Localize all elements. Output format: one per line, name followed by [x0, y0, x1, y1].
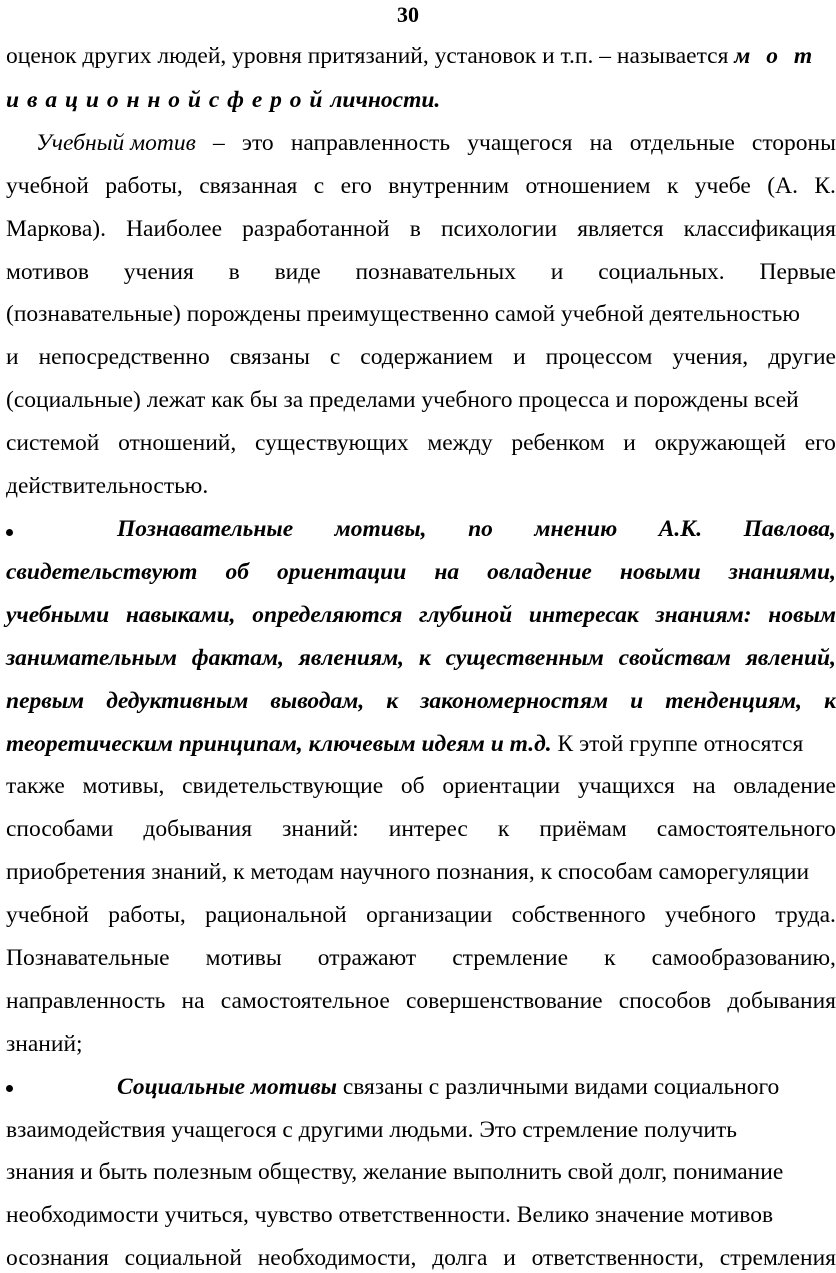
text-line [6, 257, 836, 287]
page-number: 30 [397, 2, 419, 27]
word: учащихся [577, 773, 675, 799]
word: свидетельствуют [6, 559, 198, 585]
word: и [513, 344, 526, 370]
bullet-icon [6, 529, 13, 536]
word: отражают [317, 945, 417, 971]
word: новыми [619, 559, 701, 585]
word: к [418, 645, 431, 671]
word: отдельные [629, 130, 735, 156]
term-educational-motive: Учебный мотив [36, 130, 196, 156]
word: и [550, 259, 564, 285]
text-line-emphasis [6, 600, 836, 630]
text-line [6, 428, 836, 458]
word: разработанной [242, 216, 390, 242]
word: приёмам [539, 816, 627, 842]
word: классификация [683, 216, 836, 242]
text-run: К этой группе относятся [551, 731, 804, 757]
word: также [6, 773, 65, 799]
word: определяются [252, 602, 403, 628]
word: мотивов [6, 259, 89, 285]
word: интересак [528, 602, 639, 628]
word: Павлова, [743, 516, 836, 542]
word: организации [366, 902, 493, 928]
text-line [6, 771, 836, 801]
word: совершенствование [405, 988, 603, 1014]
term-social-motives: Социальные мотивы [117, 1074, 337, 1100]
word: между [427, 430, 493, 456]
word: первым [6, 688, 85, 714]
word: К. [814, 173, 836, 199]
word: тенденциям, [665, 688, 803, 714]
word: учебной [6, 902, 89, 928]
word: связаны [229, 344, 310, 370]
word: его [340, 173, 372, 199]
word: глубиной [419, 602, 513, 628]
word: в [409, 216, 421, 242]
text-line-emphasis [6, 686, 836, 716]
word: познавательных [355, 259, 516, 285]
word: самообразованию, [651, 945, 836, 971]
word: социальных. [598, 259, 725, 285]
word: на [692, 773, 716, 799]
word: долга [432, 1245, 488, 1271]
word: социальной [124, 1245, 242, 1271]
word: мнению [534, 516, 618, 542]
word: его [804, 430, 836, 456]
word: и [623, 430, 636, 456]
word: отношением [525, 173, 651, 199]
text-line: взаимодействия учащегося с другими людьми. Это стремление получить [6, 1117, 737, 1143]
text-line-emphasis [6, 643, 836, 673]
word: явлениям, [298, 645, 405, 671]
word: мотивы, [82, 773, 165, 799]
word: учебного [664, 902, 757, 928]
word: направленность [6, 988, 166, 1014]
word: существенным [445, 645, 604, 671]
word: самостоятельное [220, 988, 390, 1014]
word: и [6, 344, 19, 370]
word: стремление [452, 945, 568, 971]
word: овладение [733, 773, 836, 799]
word: Познавательные [6, 945, 170, 971]
word: осознания [6, 1245, 109, 1271]
text-line-emphasis [6, 557, 836, 587]
word: знаниям: [655, 602, 752, 628]
word: учебе [694, 173, 751, 199]
word: интерес [388, 816, 468, 842]
word: овладение [487, 559, 592, 585]
word: работы, [108, 902, 186, 928]
word: по [468, 516, 493, 542]
word: к [666, 173, 679, 199]
word: к [604, 945, 616, 971]
text-line: приобретения знаний, к методам научного познания, к способам саморегуляции [6, 859, 810, 885]
word: внутренним [388, 173, 510, 199]
emphasis-run: теоретическим принципам, ключевым идеям и т.д. [6, 731, 552, 757]
word: окружающей [654, 430, 786, 456]
word: ответственности, [531, 1245, 704, 1271]
word: добывания [143, 816, 253, 842]
text-line: (познавательные) порождены преимущественно самой учебной деятельностью [6, 301, 800, 327]
word: с [329, 344, 341, 370]
word: Познавательные [117, 516, 294, 542]
word: об [225, 559, 249, 585]
word: мотивы, [334, 516, 427, 542]
word: (А. [767, 173, 798, 199]
word: учебными [6, 602, 110, 628]
word: ориентации [442, 773, 561, 799]
word: Маркова). [6, 216, 106, 242]
word: в [228, 259, 240, 285]
word: ребенком [511, 430, 605, 456]
word: занимательным [6, 645, 177, 671]
word: Первые [759, 259, 836, 285]
word: явлений, [745, 645, 836, 671]
word: выводам, [270, 688, 365, 714]
word: системой [6, 430, 100, 456]
text-line [6, 41, 836, 71]
word: учебной [6, 173, 89, 199]
word: труда. [775, 902, 836, 928]
word: ориентации [277, 559, 407, 585]
word: является [577, 216, 664, 242]
word: учения [123, 259, 194, 285]
word: дедуктивным [106, 688, 249, 714]
word: А.К. [658, 516, 703, 542]
word: учащегося [467, 130, 573, 156]
word: навыками, [125, 602, 236, 628]
text-line: действительностью. [6, 473, 209, 499]
word: отношений, [118, 430, 237, 456]
word: фактам, [191, 645, 284, 671]
word: способов [618, 988, 712, 1014]
text-line [6, 1243, 836, 1273]
word: к [386, 688, 399, 714]
word: на [589, 130, 613, 156]
word: работы, [105, 173, 183, 199]
word: способами [6, 816, 114, 842]
word: и [630, 688, 644, 714]
word: необходимости, [257, 1245, 417, 1271]
word: направленность [290, 130, 451, 156]
text-line-emphasis: и в а ц и о н н о й с ф е р о й личности. [6, 87, 441, 113]
word: Наиболее [126, 216, 223, 242]
bullet-item-social-motives [6, 1072, 836, 1102]
text-line [6, 171, 836, 201]
text-line: знания и быть полезным обществу, желание выполнить свой долг, понимание [6, 1159, 784, 1185]
text-line: знаний; [6, 1031, 83, 1057]
text-line [6, 814, 836, 844]
word: добывания [727, 988, 836, 1014]
text-line [6, 943, 836, 973]
emphasis-run: м о т [734, 43, 818, 69]
word: психологии [440, 216, 558, 242]
bullet-item-cognitive-motives [6, 514, 836, 544]
word: это [241, 130, 274, 156]
text-line [6, 900, 836, 930]
word: виде [274, 259, 321, 285]
bullet-icon [6, 1085, 13, 1092]
word: стороны [751, 130, 836, 156]
text-run: связаны с различными видами социального [336, 1074, 780, 1100]
word: рациональной [205, 902, 347, 928]
word: знаниями, [728, 559, 836, 585]
word: к [824, 688, 836, 714]
word: учения, [672, 344, 749, 370]
text-line: необходимости учиться, чувство ответственности. Велико значение мотивов [6, 1202, 774, 1228]
word: на [434, 559, 460, 585]
word: собственного [511, 902, 646, 928]
word: непосредственно [38, 344, 210, 370]
text-line [6, 986, 836, 1016]
word: закономерностям [420, 688, 609, 714]
text-line [36, 128, 836, 158]
text-line [6, 214, 836, 244]
word: – [212, 130, 225, 156]
word: самостоятельного [656, 816, 836, 842]
word: знаний: [282, 816, 359, 842]
word: свойствам [618, 645, 732, 671]
word: стремления [719, 1245, 836, 1271]
text-line [6, 729, 836, 759]
word: и [503, 1245, 516, 1271]
word: новым [768, 602, 836, 628]
word: процессом [545, 344, 653, 370]
word: содержанием [360, 344, 494, 370]
word: с [313, 173, 325, 199]
word: другие [768, 344, 836, 370]
word: свидетельствующие [182, 773, 384, 799]
word: к [497, 816, 510, 842]
text-line: (социальные) лежат как бы за пределами учебного процесса и порождены всей [6, 387, 799, 413]
text-line [6, 342, 836, 372]
word: об [400, 773, 425, 799]
word: на [181, 988, 205, 1014]
word: мотивы [205, 945, 282, 971]
word: связанная [199, 173, 298, 199]
text-run: оценок других людей, уровня притязаний, установок и т.п. – называется [6, 43, 735, 69]
word: существующих [254, 430, 409, 456]
